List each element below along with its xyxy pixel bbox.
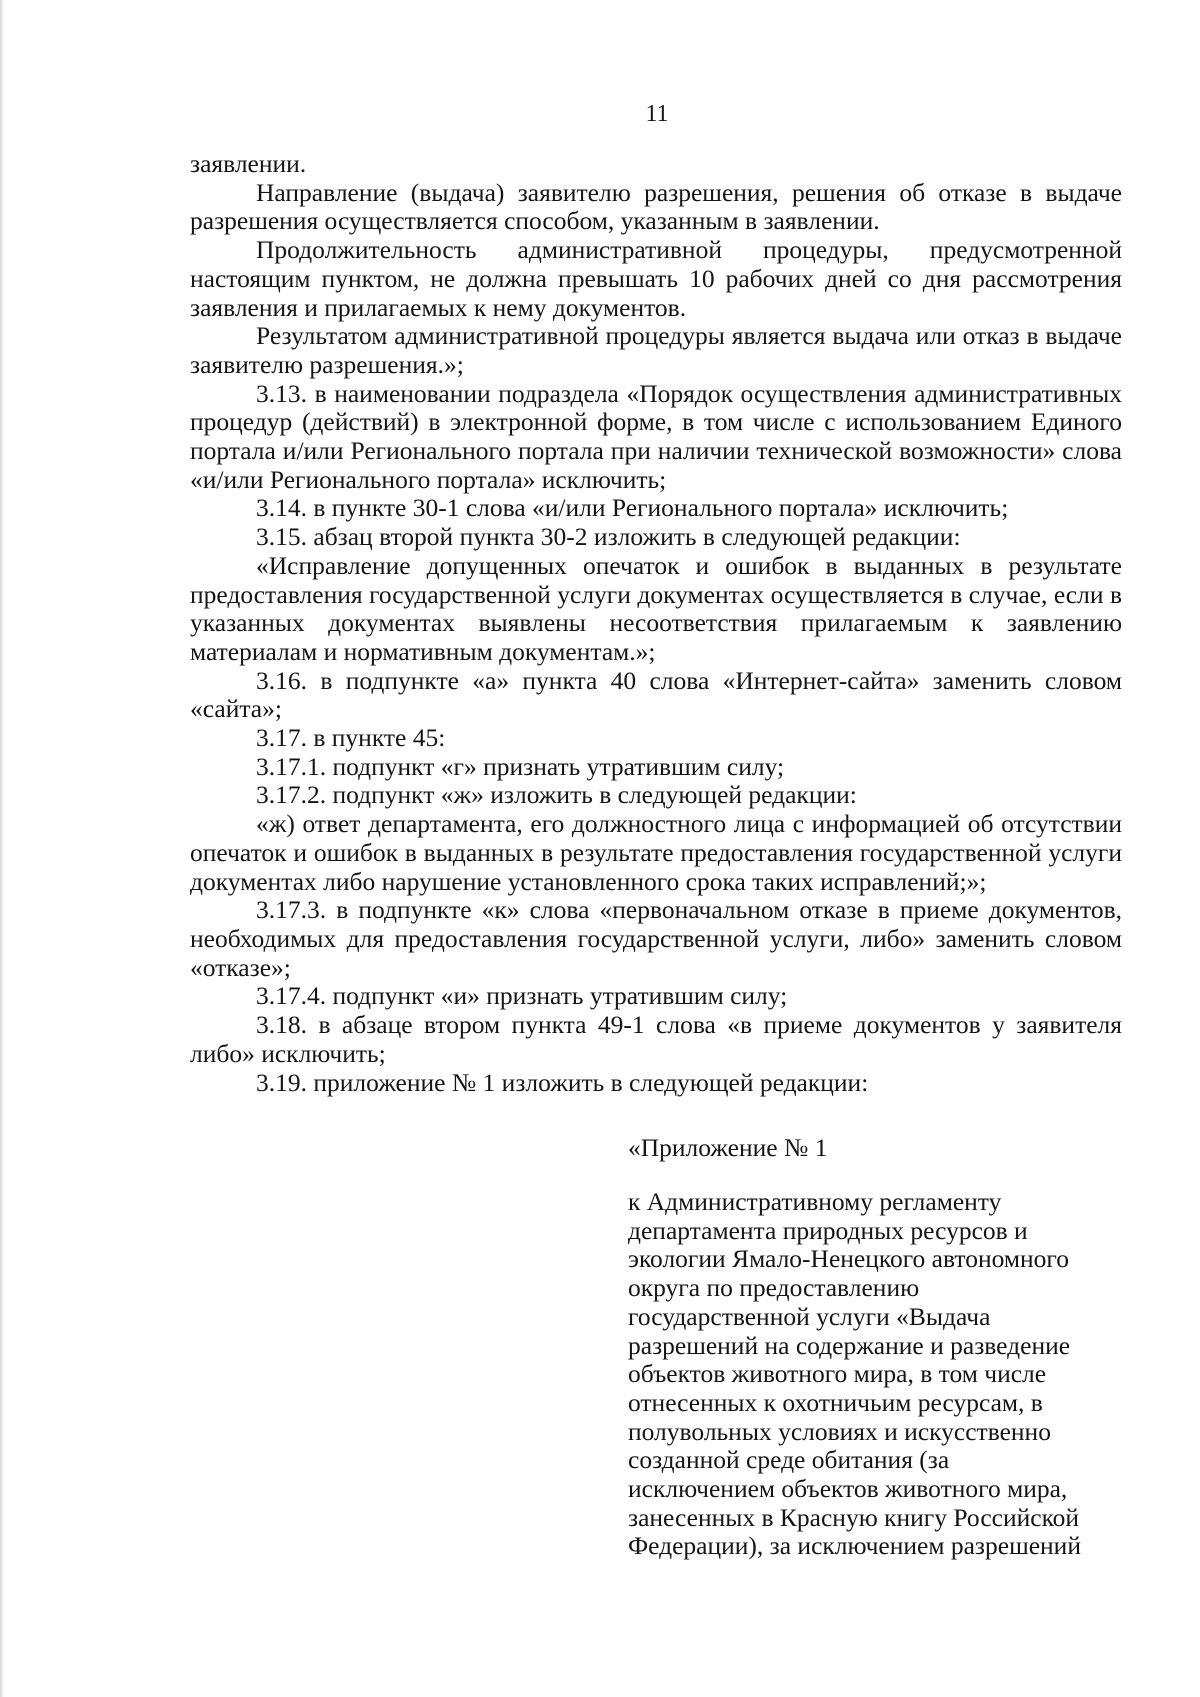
paragraph: 3.19. приложение № 1 изложить в следующей редакции: (256, 1067, 869, 1097)
paragraph: 3.17.1. подпункт «г» признать утратившим силу; (256, 751, 785, 781)
paragraph: Направление (выдача) заявителю разрешения, решения об отказе в выдаче разрешения осуществляется способом, указанным в заявлении. (190, 177, 1122, 236)
appendix-line: к Административному регламенту (628, 1187, 1002, 1216)
paragraph: 3.17.3. в подпункте «к» слова «первоначальном отказе в приеме документов, необходимых для предоставления государственной услуги, либо» заменить словом «отказе»; (190, 895, 1122, 982)
appendix-line: исключением объектов животного мира, (628, 1474, 1068, 1504)
paragraph: 3.17. в пункте 45: (256, 723, 446, 753)
appendix-line: созданной среде обитания (за (628, 1445, 950, 1475)
appendix-line: экологии Ямало-Ненецкого автономного (628, 1244, 1069, 1274)
paragraph: заявлении. (190, 149, 307, 178)
paragraph: «ж) ответ департамента, его должностного лица с информацией об отсутствии опечаток и ошибок в выданных в результате предоставления государственной услуги документах либо нарушение установленного срока таких исправлений;»; (190, 809, 1122, 896)
paragraph: 3.18. в абзаце втором пункта 49-1 слова «в приеме документов у заявителя либо» исключить; (190, 1010, 1122, 1068)
paragraph: 3.14. в пункте 30-1 слова «и/или Регионального портала» исключить; (256, 493, 1009, 523)
appendix-line: полувольных условиях и искусственно (628, 1416, 1051, 1446)
appendix-line: занесенных в Красную книгу Российской (628, 1502, 1080, 1532)
paragraph: «Исправление допущенных опечаток и ошибок в выданных в результате предоставления государственной услуги документах осуществляется в случае, если в указанных документах выявлены несоответствия прилагаемым к заявлению материалам и нормативным документам.»; (190, 550, 1122, 666)
paragraph: Результатом административной процедуры является выдача или отказ в выдаче заявителю разрешения.»; (190, 321, 1122, 379)
appendix-title: «Приложение № 1 (628, 1133, 828, 1162)
appendix-caption (628, 1188, 1128, 1561)
page-edge-shadow (0, 0, 4, 1697)
appendix-line: государственной услуги «Выдача (628, 1301, 991, 1331)
appendix-line: Федерации), за исключением разрешений (628, 1531, 1081, 1561)
paragraph: 3.16. в подпункте «а» пункта 40 слова «Интернет-сайта» заменить словом «сайта»; (190, 665, 1122, 724)
paragraph: 3.17.4. подпункт «и» признать утратившим силу; (256, 981, 788, 1011)
appendix-line: отнесенных к охотничьим ресурсам, в (628, 1387, 1043, 1417)
appendix-line: разрешений на содержание и разведение (628, 1330, 1071, 1360)
paragraph: 3.13. в наименовании подраздела «Порядок осуществления административных процедур (действий) в электронной форме, в том числе с использованием Единого портала и/или Регионального портала при наличии технической возможности» слова «и/или Регионального портала» исключить; (190, 378, 1122, 494)
document-body (190, 150, 1122, 1097)
page-number: 11 (645, 101, 669, 127)
paragraph: 3.15. абзац второй пункта 30-2 изложить в следующей редакции: (256, 522, 961, 552)
appendix-line: департамента природных ресурсов и (628, 1215, 1028, 1245)
appendix-line: округа по предоставлению (628, 1273, 920, 1303)
paragraph: 3.17.2. подпункт «ж» изложить в следующей редакции: (256, 780, 857, 810)
paragraph: Продолжительность административной процедуры, предусмотренной настоящим пунктом, не должна превышать 10 рабочих дней со дня рассмотрения заявления и прилагаемых к нему документов. (190, 235, 1122, 322)
appendix-line: объектов животного мира, в том числе (628, 1359, 1047, 1389)
